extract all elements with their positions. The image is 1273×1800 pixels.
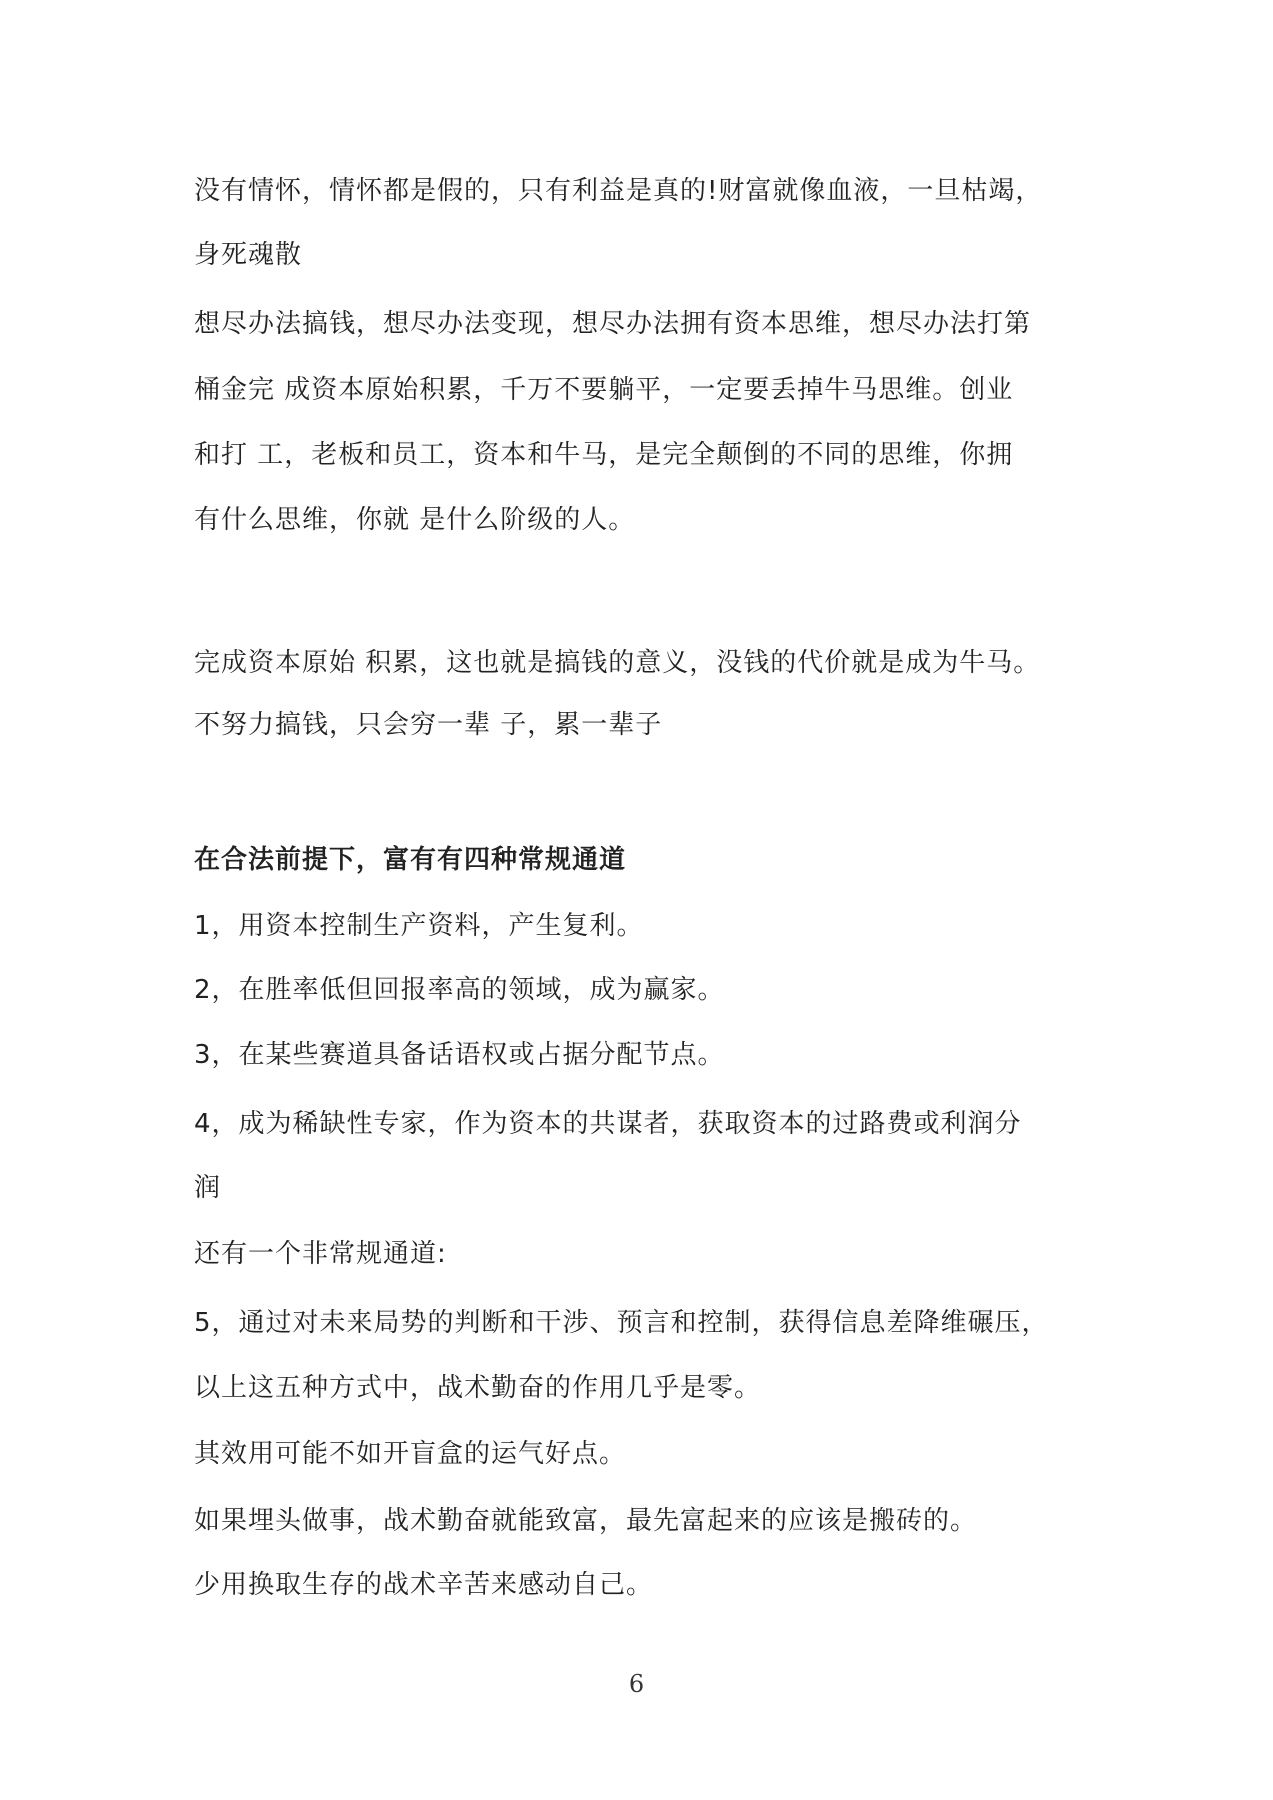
list-item-4-line2: 润: [194, 1173, 222, 1203]
paragraph2-line3: 和打 工，老板和员工，资本和牛马，是完全颠倒的不同的思维，你拥: [194, 440, 1014, 470]
page-number: 6: [628, 1670, 645, 1698]
list-item-3: 3，在某些赛道具备话语权或占据分配节点。: [194, 1040, 725, 1070]
paragraph2-line1: 想尽办法搞钱，想尽办法变现，想尽办法拥有资本思维，想尽办法打第: [194, 309, 1032, 339]
paragraph3-line1: 完成资本原始 积累，这也就是搞钱的意义，没钱的代价就是成为牛马。: [194, 648, 1041, 678]
paragraph2-line2: 桶金完 成资本原始积累，千万不要躺平，一定要丢掉牛马思维。创业: [194, 375, 1014, 405]
list-item-4-line1: 4，成为稀缺性专家，作为资本的共谋者，获取资本的过路费或利润分: [194, 1109, 1022, 1139]
list-item-1: 1，用资本控制生产资料，产生复利。: [194, 911, 644, 941]
conclusion-line4: 少用换取生存的战术辛苦来感动自己。: [194, 1570, 654, 1600]
unconventional-intro: 还有一个非常规通道:: [194, 1239, 447, 1269]
paragraph1-line1: 没有情怀，情怀都是假的，只有利益是真的!财富就像血液，一旦枯竭，: [194, 176, 1043, 206]
list-item-5: 5，通过对未来局势的判断和干涉、预言和控制，获得信息差降维碾压，: [194, 1308, 1049, 1338]
paragraph1-line2: 身死魂散: [194, 240, 303, 270]
list-item-2: 2，在胜率低但回报率高的领域，成为赢家。: [194, 975, 725, 1005]
conclusion-line2: 其效用可能不如开盲盒的运气好点。: [194, 1439, 627, 1469]
paragraph2-line4: 有什么思维，你就 是什么阶级的人。: [194, 505, 636, 535]
paragraph3-line2: 不努力搞钱，只会穷一辈 子，累一辈子: [194, 710, 663, 740]
conclusion-line1: 以上这五种方式中，战术勤奋的作用几乎是零。: [194, 1373, 762, 1403]
conclusion-line3: 如果埋头做事，战术勤奋就能致富，最先富起来的应该是搬砖的。: [194, 1506, 978, 1536]
section-heading: 在合法前提下，富有有四种常规通道: [194, 845, 627, 875]
